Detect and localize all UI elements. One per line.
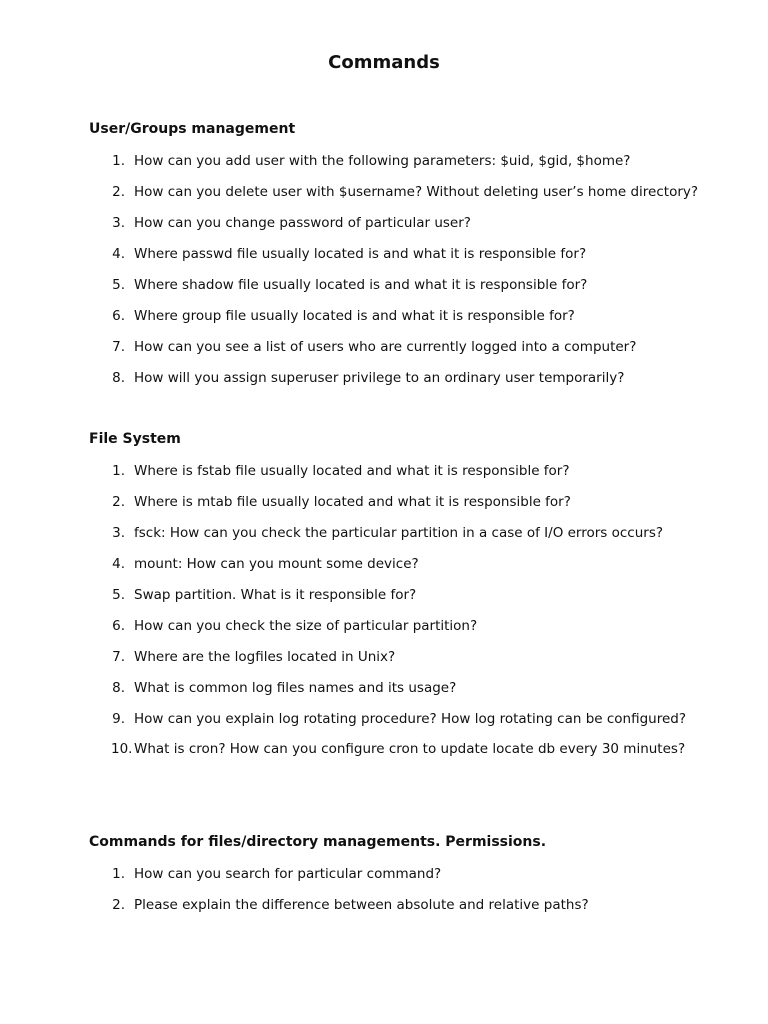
- item-text: How can you explain log rotating procedure? How log rotating can be configured?: [134, 711, 687, 727]
- list-item: [0, 586, 768, 617]
- item-number: 8.: [112, 370, 125, 386]
- list-item: [0, 276, 768, 307]
- item-number: 5.: [112, 277, 125, 293]
- item-text: How can you change password of particular user?: [134, 215, 471, 231]
- section-heading-file-system: File System: [89, 431, 181, 447]
- list-item: [0, 617, 768, 648]
- question-list-user-groups: [0, 152, 768, 400]
- item-text: Where group file usually located is and what it is responsible for?: [134, 308, 575, 324]
- item-text: Where is fstab file usually located and what it is responsible for?: [134, 463, 570, 479]
- item-text: How will you assign superuser privilege to an ordinary user temporarily?: [134, 370, 625, 386]
- item-number: 6.: [112, 618, 125, 634]
- section-heading-user-groups: User/Groups management: [89, 121, 296, 137]
- item-number: 9.: [112, 711, 125, 727]
- item-number: 2.: [112, 897, 125, 913]
- item-text: How can you search for particular command?: [134, 866, 442, 882]
- question-list-file-management: [0, 865, 768, 927]
- item-text: How can you add user with the following parameters: $uid, $gid, $home?: [134, 153, 631, 169]
- item-text: mount: How can you mount some device?: [134, 556, 419, 572]
- item-text: How can you see a list of users who are currently logged into a computer?: [134, 339, 637, 355]
- item-text: What is common log files names and its usage?: [134, 680, 457, 696]
- item-text: What is cron? How can you configure cron to update locate db every 30 minutes?: [134, 741, 686, 757]
- item-number: 6.: [112, 308, 125, 324]
- list-item: [0, 338, 768, 369]
- item-number: 4.: [112, 246, 125, 262]
- item-text: Where is mtab file usually located and what it is responsible for?: [134, 494, 571, 510]
- item-number: 7.: [112, 649, 125, 665]
- item-text: Where are the logfiles located in Unix?: [134, 649, 396, 665]
- list-item: [0, 152, 768, 183]
- item-text: Where passwd file usually located is and what it is responsible for?: [134, 246, 587, 262]
- item-number: 10.: [111, 741, 133, 757]
- list-item: [0, 493, 768, 524]
- list-item: [0, 307, 768, 338]
- item-number: 1.: [112, 463, 125, 479]
- item-number: 1.: [112, 866, 125, 882]
- document-title: Commands: [328, 52, 440, 73]
- item-number: 7.: [112, 339, 125, 355]
- item-number: 3.: [112, 215, 125, 231]
- section-heading-file-management: Commands for files/directory managements. Permissions.: [89, 834, 547, 850]
- item-text: Where shadow file usually located is and what it is responsible for?: [134, 277, 588, 293]
- list-item: [0, 740, 768, 771]
- item-text: Please explain the difference between absolute and relative paths?: [134, 897, 589, 913]
- list-item: [0, 245, 768, 276]
- item-text: How can you delete user with $username? Without deleting user’s home directory?: [134, 184, 699, 200]
- item-number: 1.: [112, 153, 125, 169]
- item-number: 2.: [112, 494, 125, 510]
- list-item: [0, 865, 768, 896]
- list-item: [0, 369, 768, 400]
- item-number: 8.: [112, 680, 125, 696]
- item-number: 2.: [112, 184, 125, 200]
- item-number: 4.: [112, 556, 125, 572]
- list-item: [0, 648, 768, 679]
- list-item: [0, 679, 768, 710]
- list-item: [0, 183, 768, 214]
- item-text: fsck: How can you check the particular partition in a case of I/O errors occurs?: [134, 525, 664, 541]
- list-item: [0, 710, 768, 740]
- list-item: [0, 524, 768, 555]
- list-item: [0, 214, 768, 245]
- list-item: [0, 555, 768, 586]
- list-item: [0, 462, 768, 493]
- list-item: [0, 896, 768, 927]
- question-list-file-system: [0, 462, 768, 771]
- item-number: 5.: [112, 587, 125, 603]
- item-text: Swap partition. What is it responsible for?: [134, 587, 417, 603]
- item-text: How can you check the size of particular partition?: [134, 618, 478, 634]
- item-number: 3.: [112, 525, 125, 541]
